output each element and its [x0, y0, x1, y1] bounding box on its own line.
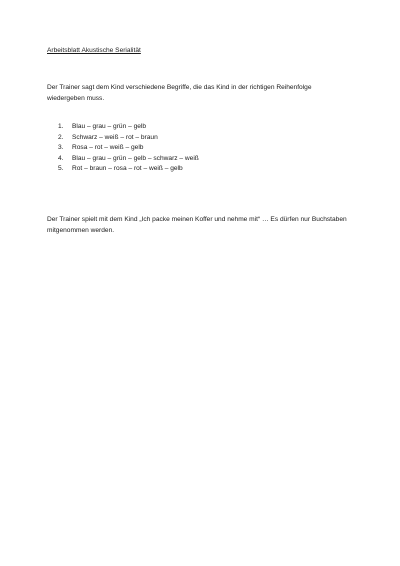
list-item — [58, 164, 199, 175]
list-item-number: 2. — [58, 133, 64, 141]
color-sequence-list — [58, 122, 199, 175]
list-item-text: Schwarz – weiß – rot – braun — [72, 133, 158, 141]
game-instruction-paragraph: Der Trainer spielt mit dem Kind „Ich packe meinen Koffer und nehme mit“ … Es dürfen nur Buchstaben mitgenommen werden. — [47, 216, 347, 234]
list-item-text: Rot – braun – rosa – rot – weiß – gelb — [72, 165, 183, 173]
list-item-number: 5. — [58, 165, 64, 173]
list-item — [58, 143, 199, 154]
list-item-number: 3. — [58, 144, 64, 152]
list-item-number: 1. — [58, 123, 64, 130]
list-item — [58, 154, 199, 165]
worksheet-title: Arbeitsblatt Akustische Serialität — [47, 47, 141, 54]
list-item-number: 4. — [58, 154, 64, 162]
list-item-text: Blau – grau – grün – gelb — [72, 123, 147, 130]
list-item-text: Rosa – rot – weiß – gelb — [72, 144, 144, 152]
list-item — [58, 122, 199, 133]
intro-paragraph: Der Trainer sagt dem Kind verschiedene Begriffe, die das Kind in der richtigen Reihenfolge wiedergeben muss. — [47, 84, 312, 102]
list-item — [58, 133, 199, 144]
list-item-text: Blau – grau – grün – gelb – schwarz – weiß — [72, 154, 199, 162]
